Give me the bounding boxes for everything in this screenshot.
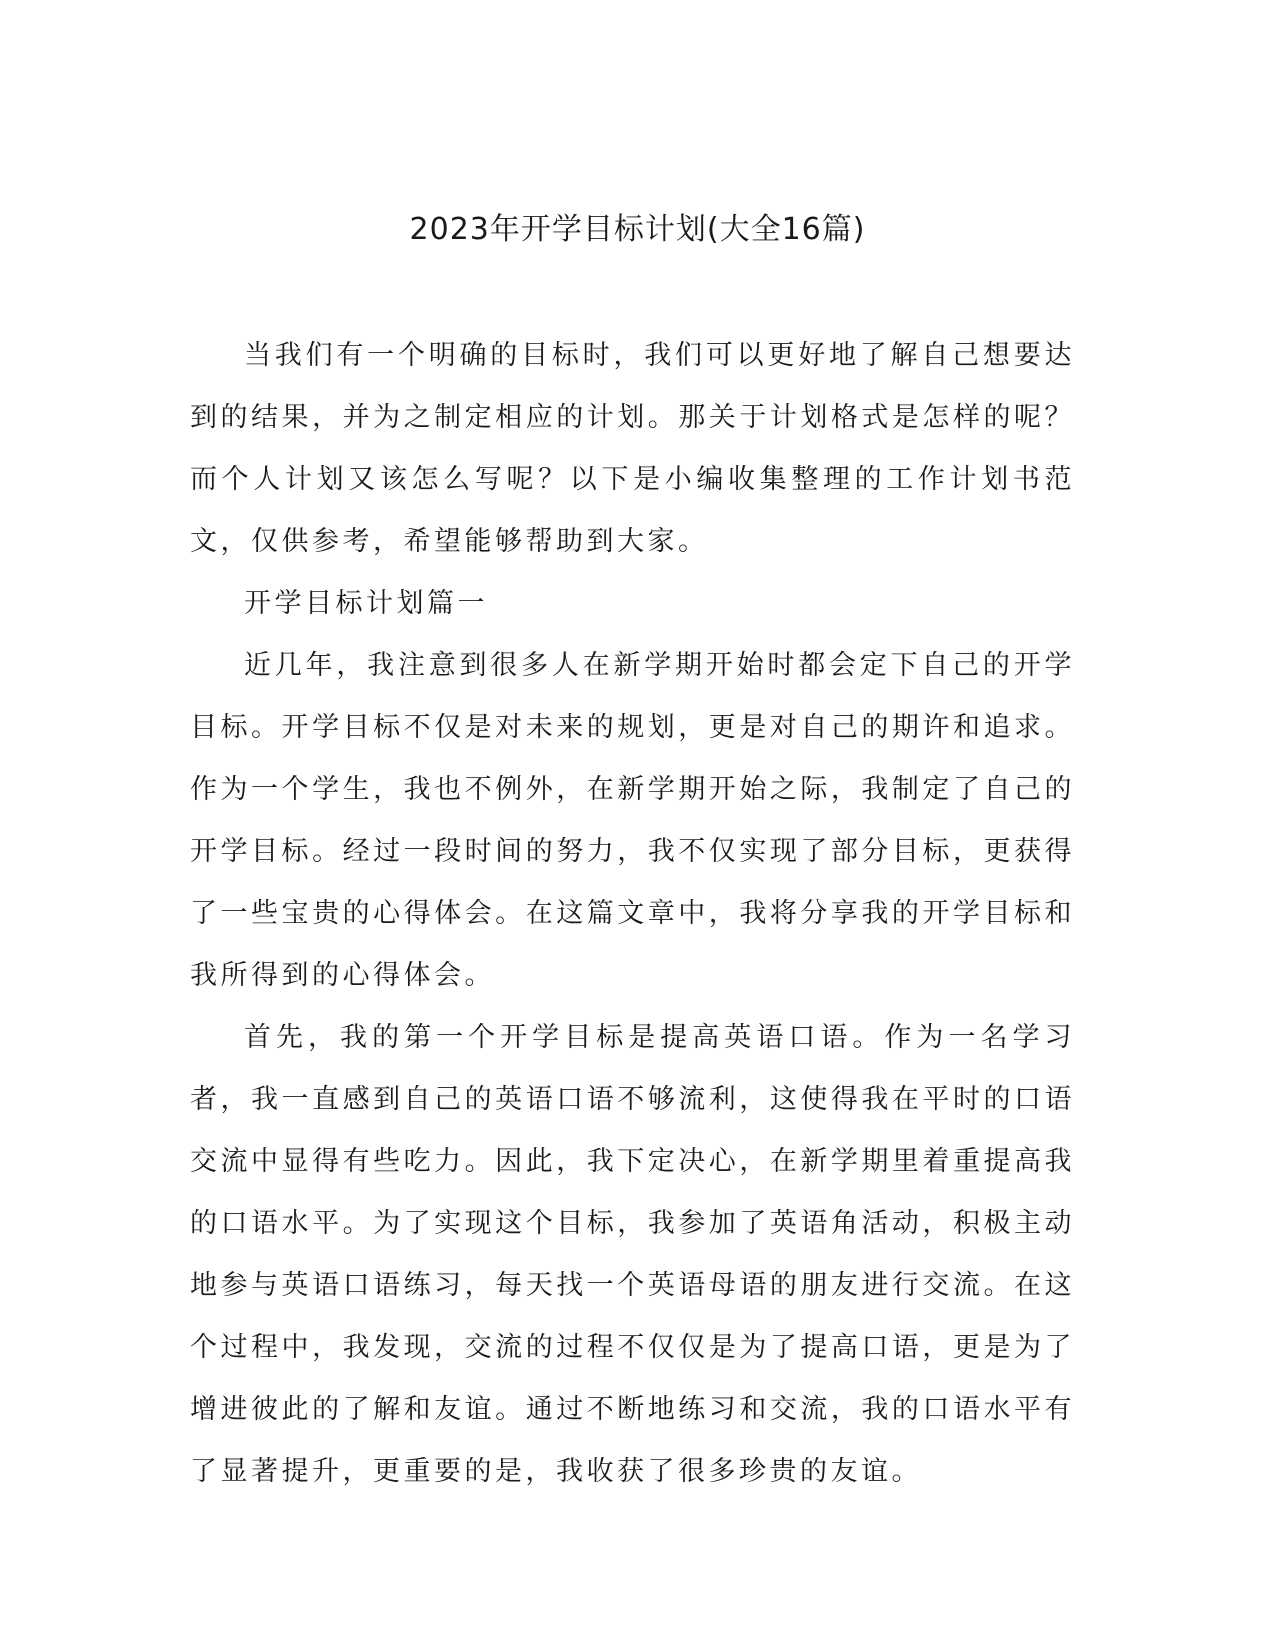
document-title: 2023年开学目标计划(大全16篇) [409, 212, 866, 247]
document-body [190, 325, 1075, 1503]
section-heading: 开学目标计划篇一 [244, 588, 488, 619]
intro-paragraph: 当我们有一个明确的目标时，我们可以更好地了解自己想要达到的结果，并为之制定相应的计划。那关于计划格式是怎样的呢？而个人计划又该怎么写呢？以下是小编收集整理的工作计划书范文，仅供参考，希望能够帮助到大家。 [190, 340, 1075, 557]
body-paragraph: 首先，我的第一个开学目标是提高英语口语。作为一名学习者，我一直感到自己的英语口语不够流利，这使得我在平时的口语交流中显得有些吃力。因此，我下定决心，在新学期里着重提高我的口语水平。为了实现这个目标，我参加了英语角活动，积极主动地参与英语口语练习，每天找一个英语母语的朋友进行交流。在这个过程中，我发现，交流的过程不仅仅是为了提高口语，更是为了增进彼此的了解和友谊。通过不断地练习和交流，我的口语水平有了显著提升，更重要的是，我收获了很多珍贵的友谊。 [190, 1022, 1075, 1487]
body-paragraph: 近几年，我注意到很多人在新学期开始时都会定下自己的开学目标。开学目标不仅是对未来的规划，更是对自己的期许和追求。作为一个学生，我也不例外，在新学期开始之际，我制定了自己的开学目标。经过一段时间的努力，我不仅实现了部分目标，更获得了一些宝贵的心得体会。在这篇文章中，我将分享我的开学目标和我所得到的心得体会。 [190, 650, 1075, 991]
